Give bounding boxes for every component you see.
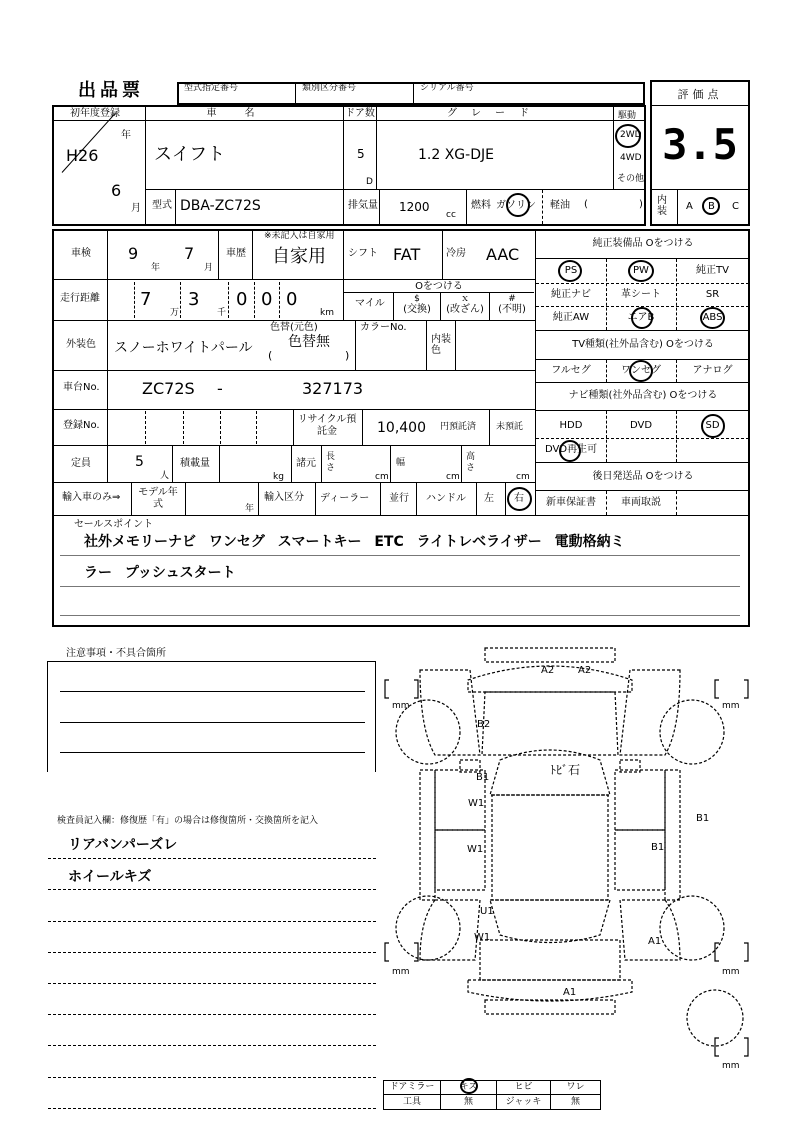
inspector-label: 検査員記入欄：修復歴「有」の場合は修復箇所・交換箇所を記入 — [57, 816, 319, 826]
altered-option: (改ざん) — [446, 304, 484, 315]
exterior-color: スノーホワイトパール — [114, 340, 253, 356]
page-title: 出品票 — [78, 80, 144, 101]
door-mirror-scratch-circle — [460, 1078, 478, 1094]
equip-navi: 純正ナビ — [551, 289, 591, 300]
color-change-value: 色替無 — [288, 334, 330, 350]
later-header: 後日発送品 Oをつける — [592, 471, 694, 482]
later-manual: 車両取説 — [621, 497, 661, 508]
tools-value: 無 — [463, 1097, 473, 1107]
doors-suffix: D — [366, 177, 373, 187]
jack-value: 無 — [570, 1097, 580, 1107]
navi-sd-circle — [701, 414, 725, 438]
handle-label: ハンドル — [426, 493, 466, 504]
model-type: DBA-ZC72S — [180, 198, 261, 214]
doors-label: ドア数 — [345, 108, 375, 119]
mark-b1-right-door: B1 — [651, 842, 665, 853]
dvd-play-circle — [559, 440, 581, 462]
mileage-sen: 千 — [217, 308, 227, 318]
door-mirror-scratch: キズ — [459, 1082, 478, 1092]
recycle-amount: 10,400 — [377, 420, 426, 436]
exchange-option: (交換) — [403, 304, 431, 315]
fuel-gasoline: ガソリン — [496, 200, 536, 211]
mm-rear-right: mm — [722, 967, 740, 977]
drive-other: その他 — [617, 174, 645, 184]
interior-c: C — [732, 201, 739, 212]
x-mark: ｘ — [460, 294, 470, 304]
mark-a2-right: A2 — [578, 665, 592, 676]
mileage-km: km — [320, 308, 334, 318]
color-paren-close: ) — [345, 349, 350, 362]
capacity-value: 5 — [135, 454, 144, 470]
history-value: 自家用 — [272, 246, 326, 267]
equip-leather: 革シート — [621, 289, 661, 300]
drive-2wd: 2WD — [620, 130, 642, 140]
color-label: 外装色 — [66, 339, 96, 350]
dvd-play: DVD再生可 — [545, 444, 598, 455]
grade-value: 1.2 XG-DJE — [418, 147, 494, 163]
mark-w1-rear: W1 — [474, 932, 491, 943]
hash-mark: # — [508, 294, 516, 304]
import-label: 輸入車のみ⇒ — [62, 492, 121, 503]
sales-points-line2: ラー プッシュスタート — [84, 565, 236, 581]
interior-a: A — [686, 201, 693, 212]
equip-aw: 純正AW — [552, 312, 590, 323]
serial-label: シリアル番号 — [420, 83, 474, 93]
equip-abs: ABS — [702, 312, 723, 323]
parallel-option: 並行 — [389, 493, 409, 504]
notes-label: 注意事項・不具合箇所 — [66, 648, 166, 659]
tv-oneseg: ワンセグ — [621, 365, 661, 376]
mark-b1-right: B1 — [696, 813, 710, 824]
fuel-gasoline-circle — [506, 193, 530, 217]
width-cm: cm — [446, 472, 460, 482]
import-category-label: 輸入区分 — [264, 492, 304, 503]
mileage-label: 走行距離 — [60, 293, 100, 304]
equip-pw: PW — [633, 265, 649, 276]
navi-sd: SD — [705, 420, 720, 431]
notes-box — [47, 661, 376, 772]
door-mirror-crack: ヒビ — [514, 1082, 533, 1092]
length-label: 長さ — [326, 452, 336, 473]
model-year-label: モデル年式 — [138, 487, 178, 510]
car-name-label: 車名 — [206, 108, 283, 119]
equip-airbag-circle — [631, 307, 653, 329]
shift-label: シフト — [348, 248, 378, 259]
inspection-label: 車検 — [71, 248, 91, 259]
mark-a1-bumper: A1 — [563, 987, 577, 998]
length-cm: cm — [375, 472, 389, 482]
model-cert-label: 型式指定番号 — [184, 83, 239, 93]
car-diagram — [380, 640, 750, 1080]
door-mirror-break: ワレ — [566, 1082, 585, 1092]
mile-option: マイル — [355, 298, 385, 309]
category-label: 類別区分番号 — [302, 83, 357, 93]
mileage-digit-5: 0 — [286, 289, 298, 310]
mileage-digit-4: 0 — [261, 289, 273, 310]
navi-hdd: HDD — [559, 420, 583, 431]
mark-tobiishi: ﾄﾋﾞ石 — [550, 763, 581, 777]
sales-points-label: セールスポイント — [74, 519, 154, 530]
door-mirror-label: ドアミラー — [389, 1082, 435, 1092]
interior-b: B — [708, 201, 715, 212]
drive-label: 駆動 — [618, 111, 637, 121]
interior-b-circle — [702, 197, 720, 215]
navi-header: ナビ種類(社外品含む) Oをつける — [568, 390, 718, 401]
color-paren-open: ( — [268, 349, 273, 362]
handle-right-circle — [507, 487, 532, 511]
drive-2wd-circle — [615, 124, 641, 148]
history-note: ※未記入は自家用 — [264, 231, 335, 241]
header-fields — [177, 82, 645, 105]
color-no-label: カラーNo. — [360, 322, 407, 333]
dealer-option: ディーラー — [320, 493, 370, 504]
evaluation-label: 評価点 — [677, 88, 723, 101]
capacity-label: 定員 — [71, 458, 91, 469]
mm-rear-left: mm — [392, 967, 410, 977]
tv-fullseg: フルセグ — [551, 365, 591, 376]
height-cm: cm — [516, 472, 530, 482]
equip-sr: SR — [705, 289, 720, 300]
mark-w1-rear-door: W1 — [467, 844, 484, 855]
mark-u1: U1 — [480, 906, 494, 917]
color-change-label: 色替(元色) — [270, 322, 318, 333]
equip-abs-circle — [700, 307, 725, 329]
recycle-label: リサイクル預託金 — [297, 414, 357, 437]
load-kg: kg — [273, 472, 284, 482]
chassis-dash: - — [217, 379, 223, 398]
tools-label: 工具 — [402, 1097, 421, 1107]
first-reg-month: 6 — [111, 181, 122, 200]
handle-right: 右 — [514, 493, 524, 504]
capacity-unit: 人 — [160, 471, 170, 481]
mm-front-left: mm — [392, 701, 410, 711]
tv-analog: アナログ — [692, 365, 733, 376]
month-unit: 月 — [131, 203, 141, 214]
history-label: 車歴 — [226, 248, 246, 259]
inspection-month-unit: 月 — [204, 263, 214, 273]
jack-label: ジャッキ — [505, 1097, 542, 1107]
inspector-line1: リアバンパーズレ — [68, 837, 178, 853]
later-warranty: 新車保証書 — [546, 497, 596, 508]
mileage-man: 万 — [170, 308, 180, 318]
fuel-light: 軽油 — [550, 200, 570, 211]
tv-oneseg-circle — [629, 360, 653, 382]
model-year-unit: 年 — [245, 504, 255, 514]
mileage-digit-3: 0 — [236, 289, 248, 310]
height-label: 高さ — [466, 452, 476, 473]
recycle-unit: 円預託済 — [440, 422, 477, 432]
equip-ps: PS — [564, 265, 578, 276]
first-reg-label: 初年度登録 — [70, 108, 120, 119]
equip-airbag: エアB — [627, 312, 655, 323]
first-reg-era: H26 — [66, 146, 99, 165]
model-type-label: 型式 — [152, 200, 172, 211]
mark-a2-left: A2 — [541, 665, 555, 676]
navi-dvd: DVD — [629, 420, 653, 431]
mileage-digit-2: 3 — [188, 289, 200, 310]
mark-w1-front-door: W1 — [468, 798, 485, 809]
handle-left: 左 — [484, 493, 494, 504]
fuel-label: 燃料 — [471, 200, 491, 211]
mark-b2: B2 — [477, 719, 491, 730]
mm-front-right: mm — [722, 701, 740, 711]
equip-ps-circle — [558, 260, 582, 282]
interior-label: 内装 — [657, 195, 667, 217]
inspection-year: 9 — [128, 244, 139, 263]
load-label: 積載量 — [180, 458, 210, 469]
sales-points-line1: 社外メモリーナビ ワンセグ スマートキー ETC ライトレベライザー 電動格納ミ — [84, 534, 625, 550]
chassis-number: 327173 — [302, 379, 364, 398]
inspection-year-unit: 年 — [151, 263, 161, 273]
unknown-option: (不明) — [498, 304, 526, 315]
drive-4wd: 4WD — [620, 153, 642, 163]
equip-pw-circle — [628, 260, 654, 282]
grade-label: グレード — [447, 108, 543, 119]
car-name: スイフト — [154, 144, 226, 165]
tv-header: TV種類(社外品含む) Oをつける — [572, 339, 714, 350]
chassis-prefix: ZC72S — [142, 379, 195, 398]
equip-tv: 純正TV — [696, 265, 729, 276]
chassis-label: 車台No. — [63, 382, 100, 393]
shift-value: FAT — [393, 245, 421, 264]
cc-unit: cc — [446, 210, 456, 220]
fuel-paren: ( — [584, 199, 588, 210]
mileage-digit-1: 7 — [140, 289, 152, 310]
circle-note: Oをつける — [415, 281, 463, 292]
displacement: 1200 — [399, 200, 430, 214]
dims-label: 諸元 — [296, 458, 316, 469]
width-label: 幅 — [396, 458, 406, 468]
equipment-header: 純正装備品 Oをつける — [592, 238, 694, 249]
ac-value: AAC — [486, 245, 520, 264]
mark-a1-right: A1 — [648, 936, 662, 947]
mm-spare: mm — [722, 1061, 740, 1071]
inspector-line2: ホイールキズ — [68, 869, 152, 885]
inspection-month: 7 — [184, 244, 195, 263]
displacement-label: 排気量 — [348, 200, 378, 211]
interior-color-label: 内装色 — [431, 334, 451, 356]
evaluation-score: 3.5 — [662, 120, 738, 169]
mark-b1-pillar: B1 — [476, 772, 490, 783]
ac-label: 冷房 — [446, 248, 466, 259]
dollar-mark: $ — [414, 294, 420, 304]
fuel-paren-close: ) — [639, 199, 643, 210]
recycle-pending: 未預託 — [496, 422, 524, 432]
doors-value: 5 — [357, 147, 365, 161]
year-unit: 年 — [121, 130, 131, 141]
reg-label: 登録No. — [63, 420, 100, 431]
